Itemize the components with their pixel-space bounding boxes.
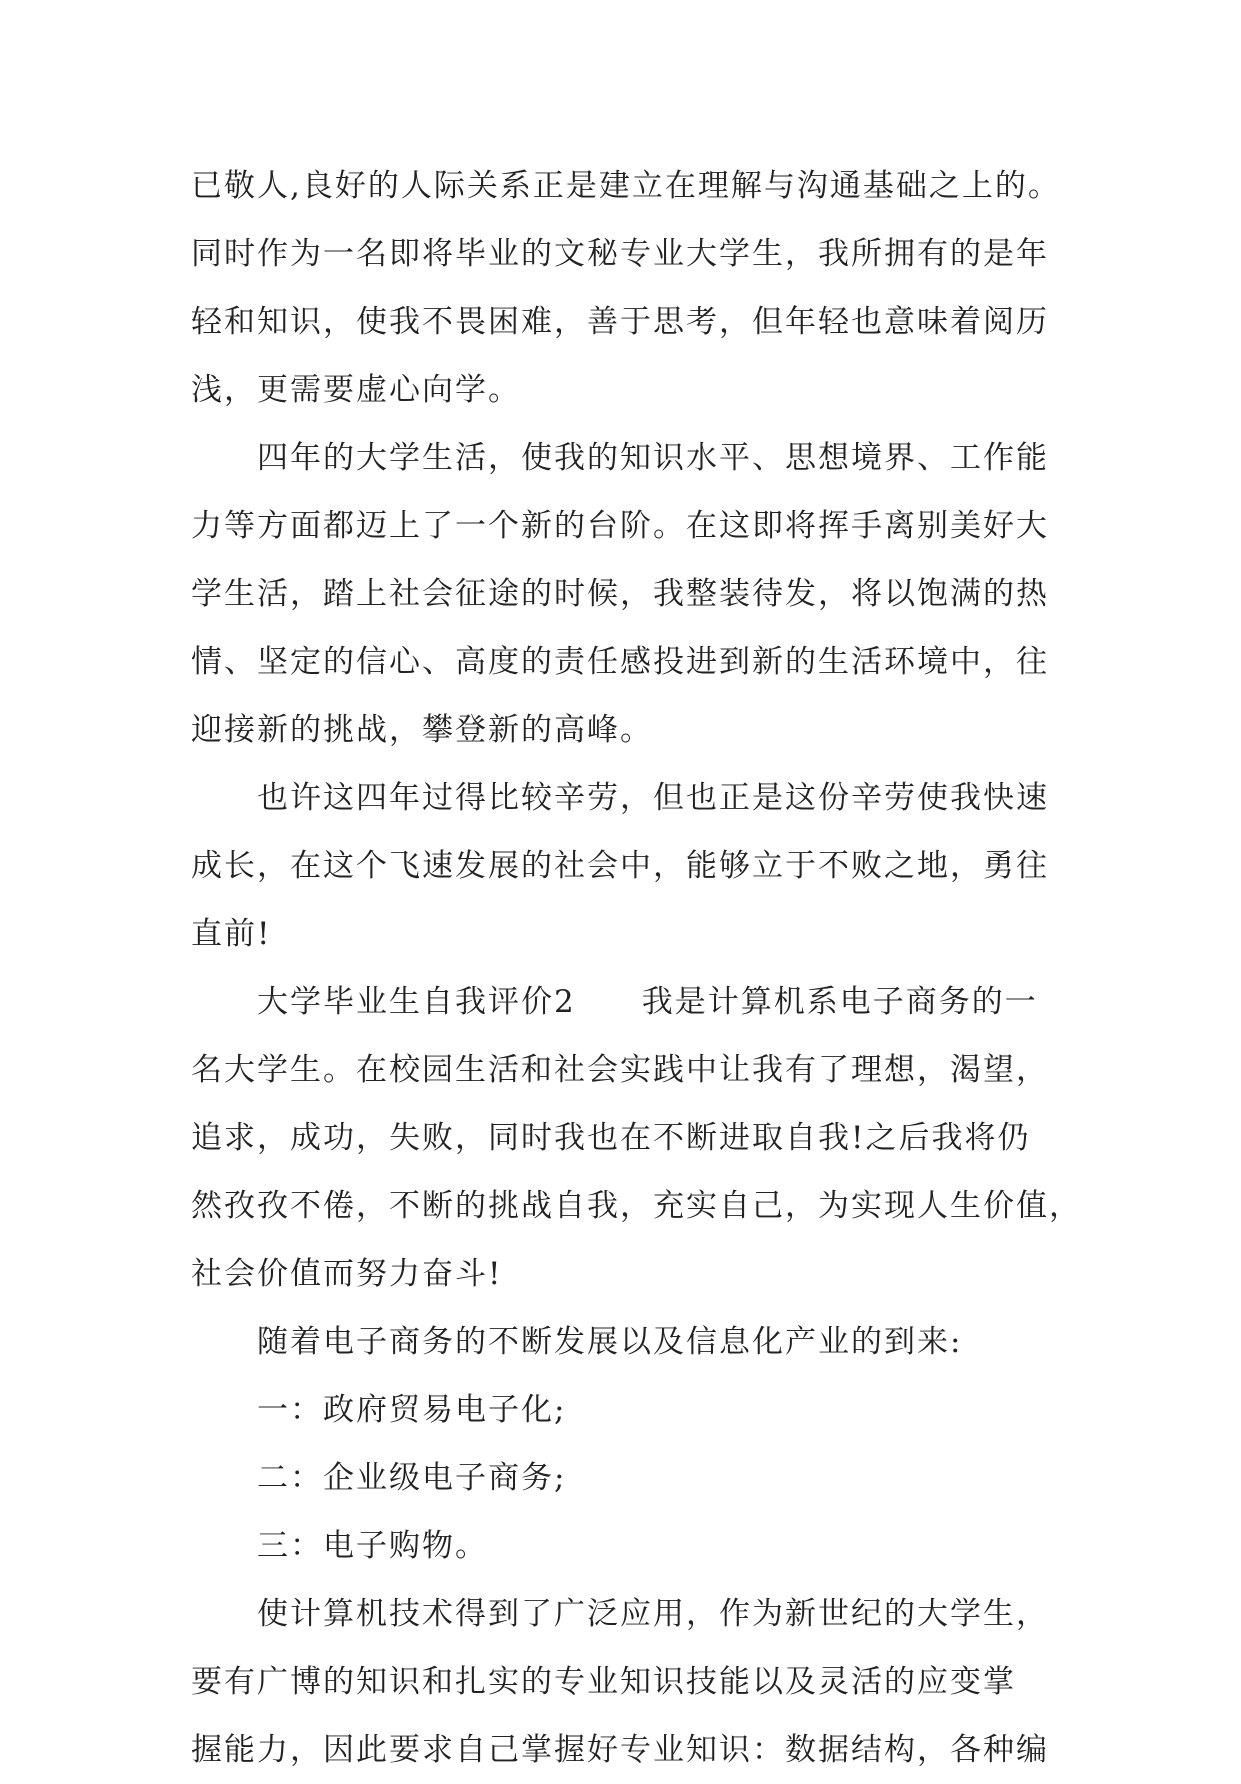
paragraph-first-line: 也许这四年过得比较辛劳，但也正是这份辛劳使我快速 xyxy=(257,780,1049,816)
text-line: 轻和知识，使我不畏困难，善于思考，但年轻也意味着阅历 xyxy=(191,304,1049,340)
list-item: 三：电子购物。 xyxy=(257,1528,488,1564)
text-line: 握能力，因此要求自己掌握好专业知识：数据结构，各种编 xyxy=(191,1732,1049,1768)
paragraph-first-line: 使计算机技术得到了广泛应用，作为新世纪的大学生， xyxy=(257,1596,1049,1632)
list-item: 二：企业级电子商务; xyxy=(257,1460,567,1496)
text-line: 直前! xyxy=(191,916,272,952)
paragraph-first-line: 四年的大学生活，使我的知识水平、思想境界、工作能 xyxy=(257,440,1049,476)
text-line: 社会价值而努力奋斗! xyxy=(191,1256,503,1292)
paragraph-first-line: 随着电子商务的不断发展以及信息化产业的到来: xyxy=(257,1324,963,1360)
text-line: 浅，更需要虚心向学。 xyxy=(191,372,521,408)
section-heading-line: 大学毕业生自我评价2 我是计算机系电子商务的一 xyxy=(257,984,1038,1020)
list-item: 一：政府贸易电子化; xyxy=(257,1392,567,1428)
text-line: 情、坚定的信心、高度的责任感投进到新的生活环境中，往 xyxy=(191,644,1049,680)
text-line: 同时作为一名即将毕业的文秘专业大学生，我所拥有的是年 xyxy=(191,236,1049,272)
text-line: 学生活，踏上社会征途的时候，我整装待发，将以饱满的热 xyxy=(191,576,1049,612)
text-line: 追求，成功，失败，同时我也在不断进取自我!之后我将仍 xyxy=(191,1120,1031,1156)
text-line: 力等方面都迈上了一个新的台阶。在这即将挥手离别美好大 xyxy=(191,508,1049,544)
text-line: 迎接新的挑战，攀登新的高峰。 xyxy=(191,712,653,748)
text-line: 成长，在这个飞速发展的社会中，能够立于不败之地，勇往 xyxy=(191,848,1049,884)
text-line: 名大学生。在校园生活和社会实践中让我有了理想，渴望， xyxy=(191,1052,1049,1088)
text-line: 要有广博的知识和扎实的专业知识技能以及灵活的应变掌 xyxy=(191,1664,1016,1700)
document-body xyxy=(191,152,1091,1784)
text-line: 然孜孜不倦，不断的挑战自我，充实自己，为实现人生价值， xyxy=(191,1188,1082,1224)
text-line: 已敬人,良好的人际关系正是建立在理解与沟通基础之上的。 xyxy=(191,168,1061,204)
